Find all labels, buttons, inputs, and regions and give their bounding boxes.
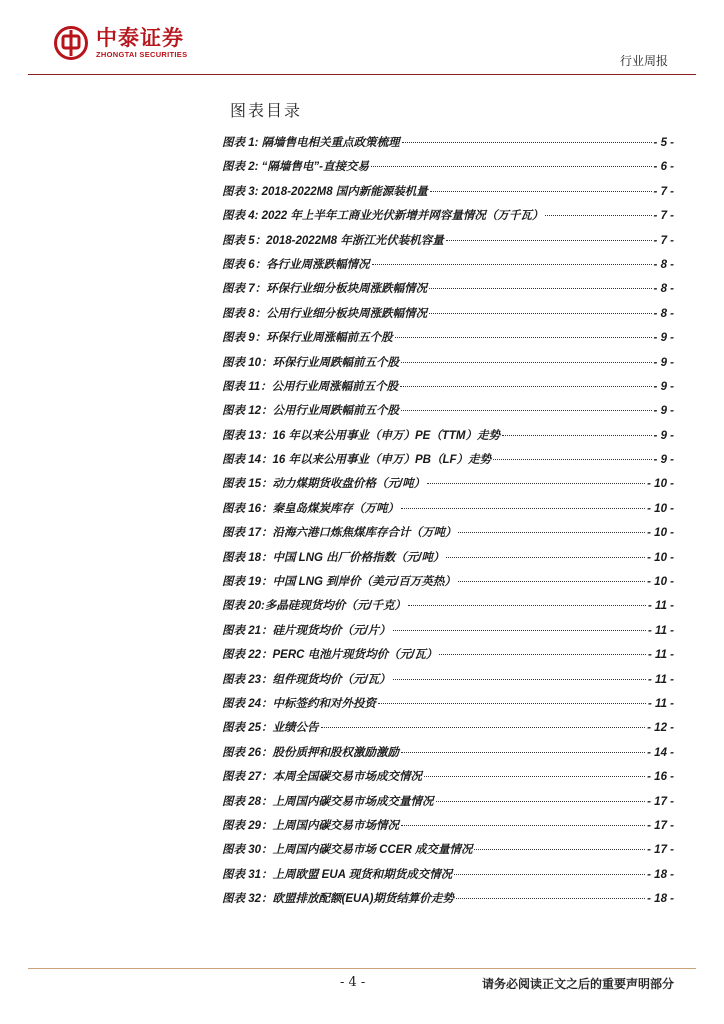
toc-dot-leader xyxy=(436,801,646,802)
toc-dot-leader xyxy=(401,362,652,363)
toc-entry-page: - 9 - xyxy=(653,332,674,345)
logo-wordmark xyxy=(96,26,187,60)
toc-entry-page: - 10 - xyxy=(647,527,674,540)
toc-entry[interactable] xyxy=(222,402,674,426)
toc-entry-page: - 11 - xyxy=(648,673,674,686)
toc-dot-leader xyxy=(401,508,645,509)
toc-dot-leader xyxy=(454,874,645,875)
page-header xyxy=(0,0,724,80)
toc-entry[interactable] xyxy=(222,695,674,719)
toc-dot-leader xyxy=(408,605,646,606)
toc-dot-leader xyxy=(429,288,651,289)
toc-dot-leader xyxy=(372,264,652,265)
toc-entry-label: 图表 16：秦皇岛煤炭库存（万吨） xyxy=(222,502,399,515)
toc-entry-page: - 9 - xyxy=(653,356,674,369)
toc-dot-leader xyxy=(430,191,652,192)
toc-entry-label: 图表 19：中国 LNG 到岸价（美元/百万英热） xyxy=(222,576,456,589)
toc-entry[interactable] xyxy=(222,475,674,499)
toc-entry[interactable] xyxy=(222,354,674,378)
toc-entry[interactable] xyxy=(222,329,674,353)
toc-dot-leader xyxy=(446,240,652,241)
toc-entry-page: - 7 - xyxy=(653,234,674,247)
toc-dot-leader xyxy=(456,898,645,899)
toc-dot-leader xyxy=(429,313,651,314)
toc-entry-page: - 9 - xyxy=(653,380,674,393)
toc-entry-page: - 11 - xyxy=(648,624,674,637)
toc-entry-label: 图表 20:多晶硅现货均价（元/千克） xyxy=(222,600,407,613)
toc-entry[interactable] xyxy=(222,207,674,231)
toc-entry-label: 图表 3: 2018-2022M8 国内新能源装机量 xyxy=(222,185,428,198)
toc-entry-label: 图表 1: 隔墙售电相关重点政策梳理 xyxy=(222,137,400,149)
toc-entry[interactable] xyxy=(222,256,674,280)
toc-entry-page: - 18 - xyxy=(647,868,674,881)
toc-entry-label: 图表 9：环保行业周涨幅前五个股 xyxy=(222,332,393,345)
toc-entry[interactable] xyxy=(222,500,674,524)
company-logo xyxy=(54,26,187,60)
toc-dot-leader xyxy=(458,532,645,533)
toc-entry-label: 图表 14：16 年以来公用事业（申万）PB（LF）走势 xyxy=(222,454,491,467)
toc-entry-page: - 8 - xyxy=(653,307,674,320)
toc-entry-page: - 17 - xyxy=(647,844,674,857)
toc-entry-page: - 10 - xyxy=(647,551,674,564)
toc-entry-label: 图表 11：公用行业周涨幅前五个股 xyxy=(222,380,399,393)
toc-entry-page: - 16 - xyxy=(647,771,674,784)
toc-entry-label: 图表 24：中标签约和对外投资 xyxy=(222,697,376,710)
toc-entry[interactable] xyxy=(222,817,674,841)
toc-entry-page: - 8 - xyxy=(653,258,674,271)
toc-entry[interactable] xyxy=(222,134,674,158)
toc-entry-page: - 17 - xyxy=(647,795,674,808)
toc-entry-label: 图表 15：动力煤期货收盘价格（元/吨） xyxy=(222,478,426,491)
toc-entry-label: 图表 18：中国 LNG 出厂价格指数（元/吨） xyxy=(222,551,445,564)
toc-entry[interactable] xyxy=(222,427,674,451)
toc-entry-page: - 14 - xyxy=(647,746,674,759)
toc-dot-leader xyxy=(321,727,646,728)
toc-dot-leader xyxy=(371,166,652,167)
toc-dot-leader xyxy=(401,752,645,753)
footer-disclaimer: 请务必阅读正文之后的重要声明部分 xyxy=(481,977,674,991)
toc-entry-page: - 9 - xyxy=(653,454,674,467)
toc-entry[interactable] xyxy=(222,158,674,182)
toc-entry[interactable] xyxy=(222,671,674,695)
toc-entry-page: - 7 - xyxy=(653,210,674,223)
toc-entry[interactable] xyxy=(222,549,674,573)
toc-entry-label: 图表 4: 2022 年上半年工商业光伏新增并网容量情况（万千瓦） xyxy=(222,210,544,223)
toc-entry-label: 图表 8：公用行业细分板块周涨跌幅情况 xyxy=(222,307,428,320)
toc-dot-leader xyxy=(424,776,645,777)
zhongtai-logo-icon xyxy=(54,26,88,60)
footer-divider xyxy=(28,968,696,969)
toc-dot-leader xyxy=(393,679,646,680)
toc-dot-leader xyxy=(439,654,646,655)
toc-dot-leader xyxy=(378,703,646,704)
toc-entry[interactable] xyxy=(222,305,674,329)
toc-entry-label: 图表 13：16 年以来公用事业（申万）PE（TTM）走势 xyxy=(222,429,500,442)
toc-entry[interactable] xyxy=(222,524,674,548)
toc-entry-page: - 12 - xyxy=(647,722,674,735)
toc-dot-leader xyxy=(401,410,652,411)
company-name-en: ZHONGTAI SECURITIES xyxy=(96,50,188,59)
toc-entry-label: 图表 6：各行业周涨跌幅情况 xyxy=(222,258,370,271)
toc-entry[interactable] xyxy=(222,768,674,792)
toc-entry[interactable] xyxy=(222,866,674,890)
toc-entry-label: 图表 26：股份质押和股权激励激励 xyxy=(222,746,399,759)
page-number: - 4 - xyxy=(340,975,366,990)
toc-entry-label: 图表 2: “隔墙售电”-直接交易 xyxy=(222,161,369,174)
toc-entry[interactable] xyxy=(222,841,674,865)
toc-entry-page: - 8 - xyxy=(653,283,674,296)
toc-title: 图表目录 xyxy=(230,101,303,120)
toc-entry-label: 图表 22：PERC 电池片现货均价（元/瓦） xyxy=(222,649,438,662)
toc-entry-page: - 17 - xyxy=(647,819,674,832)
toc-dot-leader xyxy=(393,630,646,631)
toc-entry-page: - 10 - xyxy=(647,478,674,491)
toc-entry[interactable] xyxy=(222,890,674,914)
toc-entry-label: 图表 27：本周全国碳交易市场成交情况 xyxy=(222,771,422,784)
toc-entry-page: - 11 - xyxy=(648,697,674,710)
toc-dot-leader xyxy=(474,849,645,850)
company-name-cn: 中泰证券 xyxy=(96,26,184,50)
toc-dot-leader xyxy=(458,581,645,582)
toc-dot-leader xyxy=(427,483,645,484)
toc-dot-leader xyxy=(401,825,645,826)
toc-entry-page: - 11 - xyxy=(648,600,674,613)
toc-entry-label: 图表 31：上周欧盟 EUA 现货和期货成交情况 xyxy=(222,868,453,881)
toc-entry[interactable] xyxy=(222,719,674,743)
report-type-label: 行业周报 xyxy=(619,54,668,68)
toc-entry-page: - 18 - xyxy=(647,893,674,906)
toc-dot-leader xyxy=(402,142,652,143)
toc-entry-label: 图表 17：沿海六港口炼焦煤库存合计（万吨） xyxy=(222,527,457,540)
toc-entry-label: 图表 12：公用行业周跌幅前五个股 xyxy=(222,405,399,418)
toc-entry[interactable] xyxy=(222,744,674,768)
toc-entry[interactable] xyxy=(222,573,674,597)
toc-entry-page: - 11 - xyxy=(648,649,674,662)
toc-entry-label: 图表 10：环保行业周跌幅前五个股 xyxy=(222,356,399,369)
toc-entry-page: - 6 - xyxy=(653,161,674,174)
toc-entry-label: 图表 21：硅片现货均价（元/片） xyxy=(222,624,391,637)
toc-entry-label: 图表 32：欧盟排放配额(EUA)期货结算价走势 xyxy=(222,893,454,906)
toc-entry-page: - 7 - xyxy=(653,185,674,198)
toc-dot-leader xyxy=(400,386,651,387)
toc-dot-leader xyxy=(446,557,645,558)
toc-entry-page: - 9 - xyxy=(653,405,674,418)
toc-entry[interactable] xyxy=(222,378,674,402)
toc-entry-label: 图表 30：上周国内碳交易市场 CCER 成交量情况 xyxy=(222,844,473,857)
toc-dot-leader xyxy=(493,459,652,460)
toc-entry[interactable] xyxy=(222,646,674,670)
toc-dot-leader xyxy=(545,215,651,216)
toc-entry-page: - 10 - xyxy=(647,576,674,589)
header-divider xyxy=(28,74,696,75)
toc-entry[interactable] xyxy=(222,793,674,817)
toc-entry-page: - 10 - xyxy=(647,502,674,515)
toc-entry[interactable] xyxy=(222,622,674,646)
toc-list xyxy=(222,134,674,915)
toc-entry-page: - 5 - xyxy=(653,137,674,149)
toc-entry[interactable] xyxy=(222,280,674,304)
toc-entry-label: 图表 28：上周国内碳交易市场成交量情况 xyxy=(222,795,434,808)
toc-entry[interactable] xyxy=(222,451,674,475)
toc-entry[interactable] xyxy=(222,183,674,207)
toc-entry-label: 图表 23：组件现货均价（元/瓦） xyxy=(222,673,391,686)
toc-entry[interactable] xyxy=(222,232,674,256)
toc-entry[interactable] xyxy=(222,597,674,621)
toc-entry-label: 图表 5：2018-2022M8 年浙江光伏装机容量 xyxy=(222,234,444,247)
toc-entry-label: 图表 25：业绩公告 xyxy=(222,722,319,735)
toc-entry-page: - 9 - xyxy=(653,429,674,442)
toc-entry-label: 图表 29：上周国内碳交易市场情况 xyxy=(222,819,399,832)
toc-dot-leader xyxy=(502,435,652,436)
toc-entry-label: 图表 7：环保行业细分板块周涨跌幅情况 xyxy=(222,283,428,296)
toc-dot-leader xyxy=(395,337,652,338)
